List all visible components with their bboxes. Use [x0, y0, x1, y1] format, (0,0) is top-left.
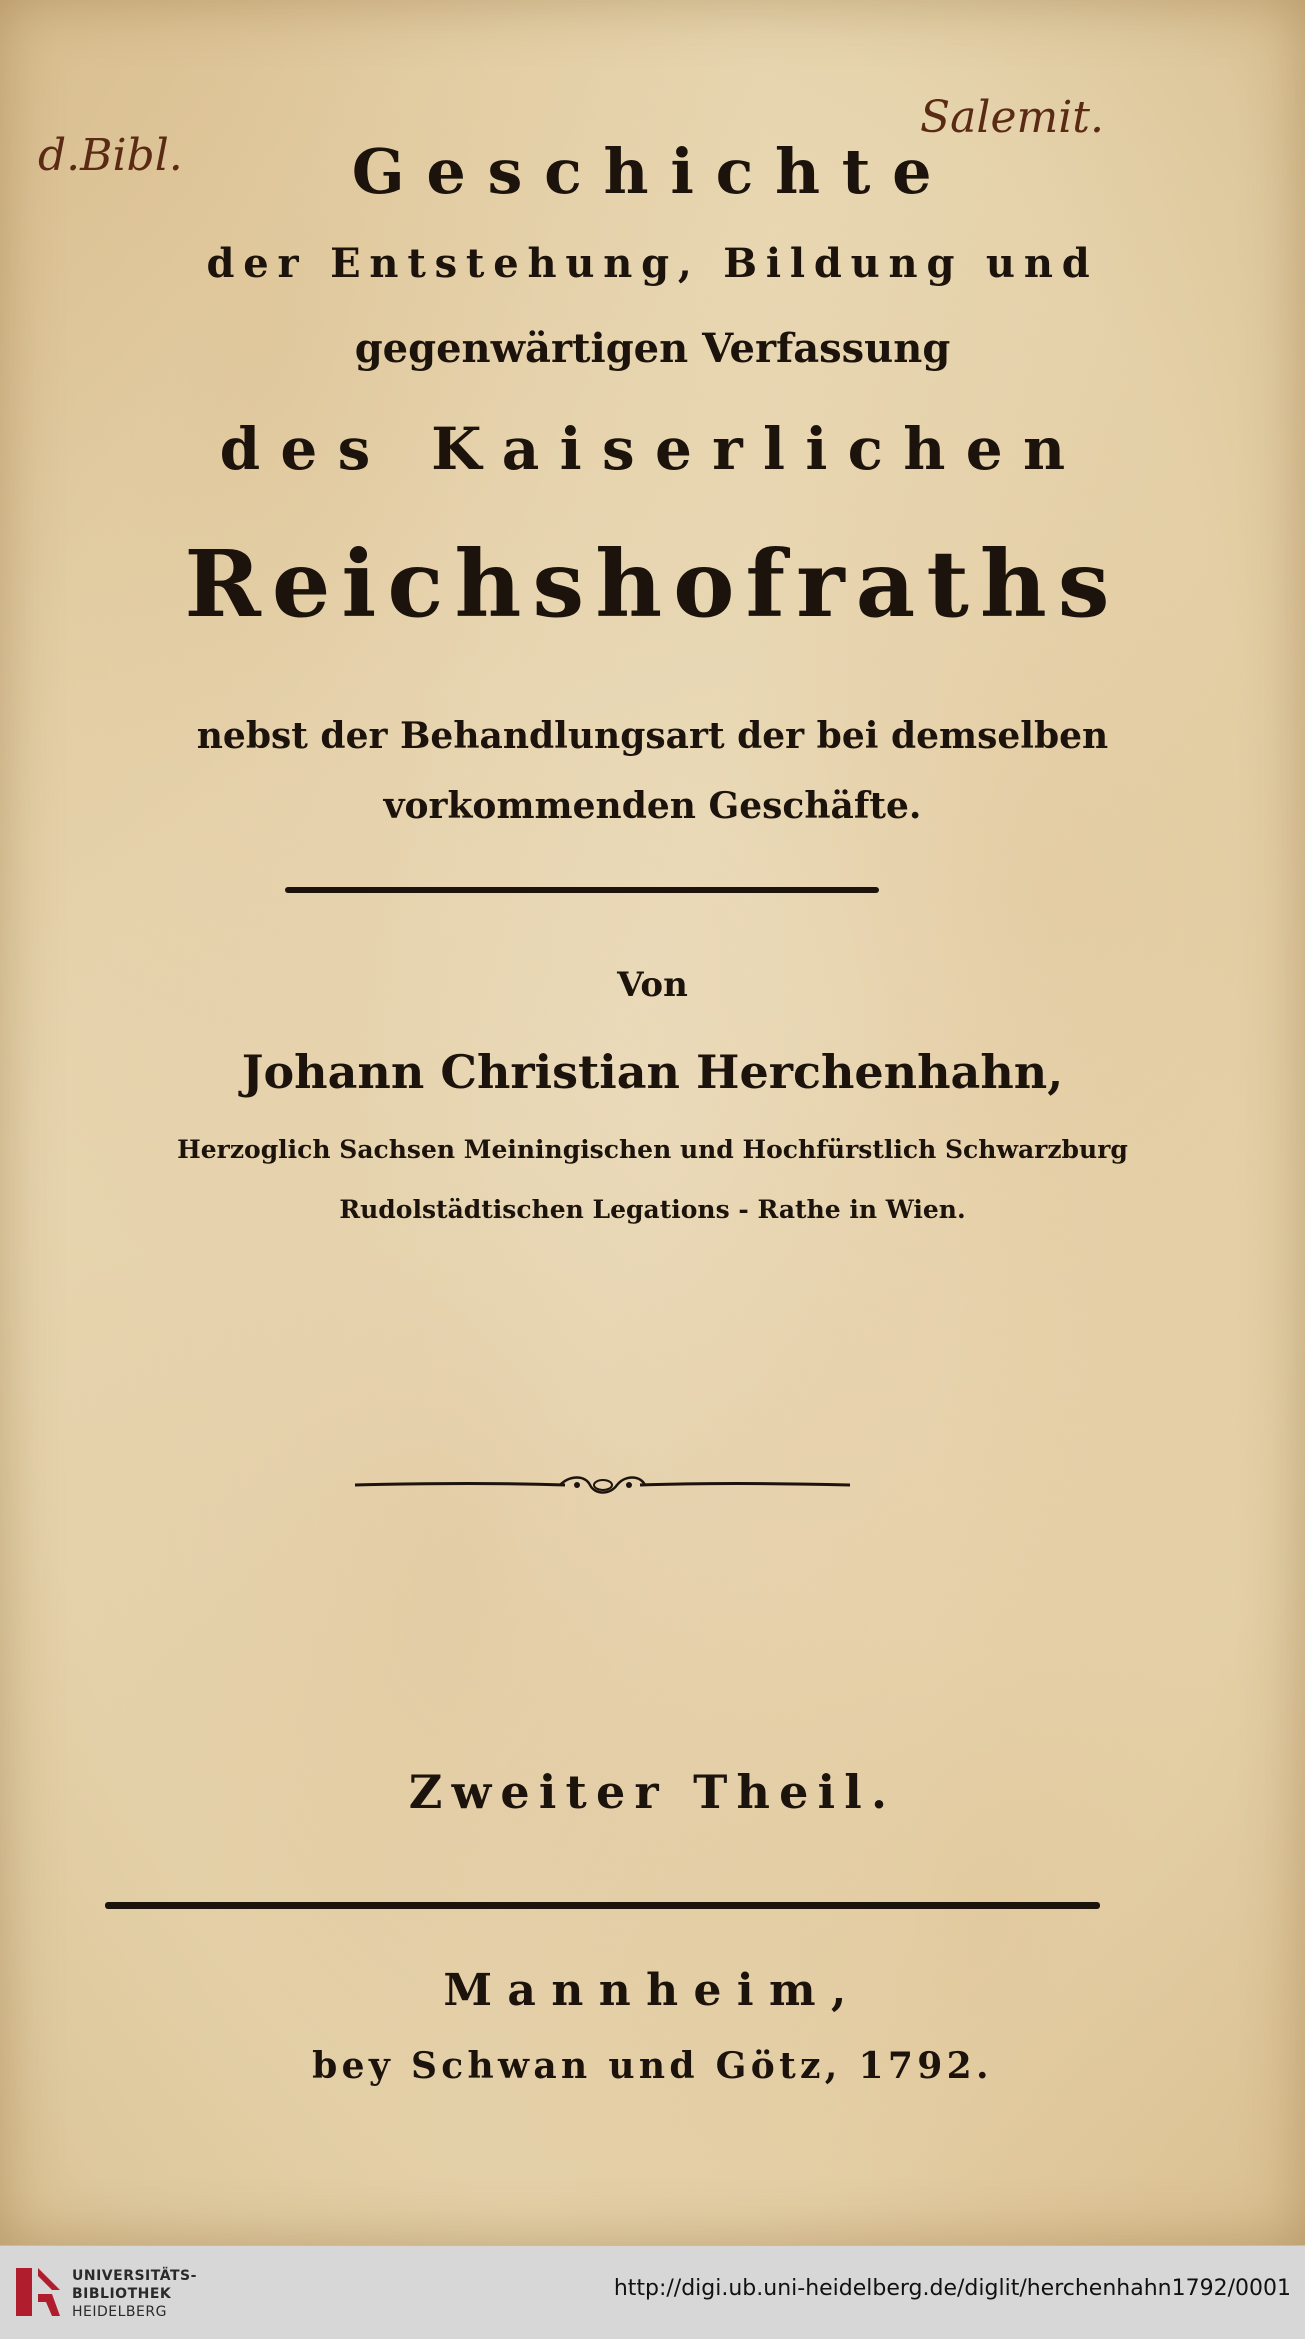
title-line-1: Geschichte — [351, 135, 954, 208]
author-role-1: Herzoglich Sachsen Meiningischen und Hochfürstlich Schwarzburg — [177, 1135, 1128, 1164]
author-by: Von — [617, 965, 688, 1005]
library-name-line-3: HEIDELBERG — [72, 2304, 167, 2320]
title-line-2: der Entstehung, Bildung und — [206, 240, 1099, 287]
divider-rule-top — [285, 887, 879, 893]
title-line-4: des Kaiserlichen — [219, 415, 1086, 483]
author-name: Johann Christian Herchenhahn, — [241, 1045, 1064, 1099]
author-role-2: Rudolstädtischen Legations - Rathe in Wien. — [339, 1195, 966, 1224]
library-name-line-2: BIBLIOTHEK — [72, 2286, 172, 2302]
part-label: Zweiter Theil. — [408, 1765, 897, 1819]
library-name-line-1: UNIVERSITÄTS- — [72, 2268, 197, 2284]
library-logo-icon — [12, 2262, 64, 2322]
title-line-5: Reichshofraths — [184, 530, 1121, 638]
ornament-divider — [355, 1470, 850, 1500]
handwritten-note-right: Salemit. — [920, 92, 1104, 143]
source-url-link[interactable]: http://digi.ub.uni-heidelberg.de/diglit/herchenhahn1792/0001 — [613, 2276, 1291, 2301]
footer-bar — [0, 2245, 1305, 2339]
title-line-7: vorkommenden Geschäfte. — [383, 785, 922, 827]
title-line-6: nebst der Behandlungsart der bei demselben — [196, 715, 1109, 757]
imprint-place: Mannheim, — [443, 1965, 862, 2016]
handwritten-note-left: d.Bibl. — [38, 130, 183, 181]
divider-rule-bottom — [105, 1902, 1100, 1909]
imprint-publisher: bey Schwan und Götz, 1792. — [312, 2045, 993, 2087]
title-line-3: gegenwärtigen Verfassung — [354, 325, 951, 372]
